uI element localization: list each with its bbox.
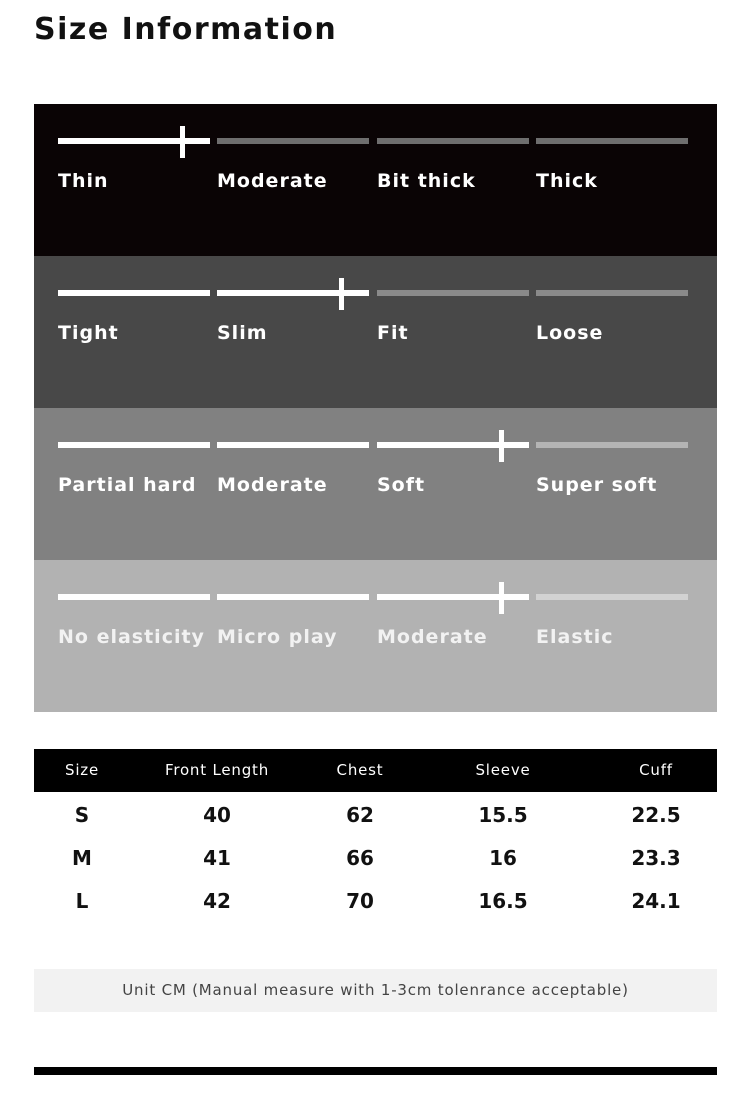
table-cell: 24.1: [631, 889, 681, 913]
table-cell: 41: [203, 846, 231, 870]
scale-label: Thick: [536, 170, 598, 192]
scale-segment: [536, 594, 688, 600]
scale-marker: [180, 126, 185, 158]
scale-segment: [58, 138, 210, 144]
table-row: [34, 837, 717, 880]
scale-label: Partial hard: [58, 474, 197, 496]
scale-segment: [377, 442, 529, 448]
table-row: [34, 880, 717, 923]
table-cell: 42: [203, 889, 231, 913]
scale-segment: [536, 442, 688, 448]
scale-label: Tight: [58, 322, 119, 344]
column-header: Front Length: [164, 761, 270, 779]
scale-segment: [377, 138, 529, 144]
table-cell: 40: [203, 803, 231, 827]
table-cell: 15.5: [478, 803, 528, 827]
scale-label: Thin: [58, 170, 109, 192]
scale-label: Fit: [377, 322, 409, 344]
scale-segment: [217, 442, 369, 448]
scale-label: Loose: [536, 322, 604, 344]
scale-label: Micro play: [217, 626, 338, 648]
table-cell: S: [74, 803, 90, 827]
scale-label: Moderate: [217, 170, 328, 192]
scale-row-fit: [34, 256, 717, 408]
table-cell: 23.3: [631, 846, 681, 870]
scale-segment: [377, 290, 529, 296]
scale-marker: [499, 430, 504, 462]
scale-label: Soft: [377, 474, 426, 496]
table-cell: 66: [346, 846, 374, 870]
bottom-divider: [34, 1067, 717, 1075]
scale-segment: [217, 594, 369, 600]
scale-segment: [58, 442, 210, 448]
table-cell: 16.5: [478, 889, 528, 913]
scale-row-softness: [34, 408, 717, 560]
table-cell: 16: [489, 846, 517, 870]
scale-label: No elasticity: [58, 626, 205, 648]
table-cell: 62: [346, 803, 374, 827]
scale-segment: [377, 594, 529, 600]
scale-row-elasticity: [34, 560, 717, 712]
table-cell: M: [72, 846, 92, 870]
scale-marker: [339, 278, 344, 310]
scale-row-thickness: [34, 104, 717, 256]
scale-label: Elastic: [536, 626, 614, 648]
scale-label: Moderate: [377, 626, 488, 648]
column-header: Cuff: [639, 761, 673, 779]
scale-label: Moderate: [217, 474, 328, 496]
column-header: Size: [65, 761, 99, 779]
scale-segment: [58, 290, 210, 296]
size-table-header: [34, 749, 717, 792]
scale-label: Slim: [217, 322, 268, 344]
scale-segment: [217, 138, 369, 144]
scale-label: Super soft: [536, 474, 658, 496]
table-cell: 22.5: [631, 803, 681, 827]
column-header: Chest: [336, 761, 384, 779]
scale-label: Bit thick: [377, 170, 476, 192]
unit-note: Unit CM (Manual measure with 1-3cm tolenrance acceptable): [34, 969, 717, 1012]
table-cell: L: [75, 889, 89, 913]
page-title: Size Information: [34, 12, 338, 47]
table-row: [34, 794, 717, 837]
scale-segment: [536, 290, 688, 296]
scale-segment: [217, 290, 369, 296]
table-cell: 70: [346, 889, 374, 913]
scale-segment: [536, 138, 688, 144]
column-header: Sleeve: [475, 761, 531, 779]
fabric-scales: [34, 104, 717, 712]
scale-marker: [499, 582, 504, 614]
scale-segment: [58, 594, 210, 600]
